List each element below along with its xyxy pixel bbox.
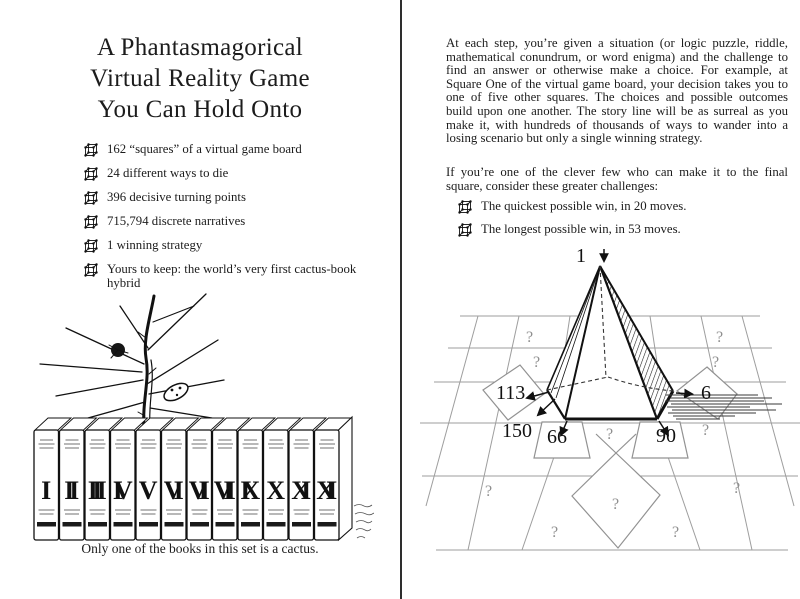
list-item <box>84 238 359 253</box>
title-line-1: A Phantasmagorical <box>96 34 304 61</box>
book-numeral: VII <box>188 476 210 505</box>
book-numeral: III <box>87 476 107 505</box>
books-illustration <box>26 288 374 555</box>
square-label-1: 1 <box>576 246 586 267</box>
right-page <box>402 0 800 599</box>
features-list <box>84 142 359 299</box>
cube-die-icon <box>84 143 98 157</box>
cube-die-icon <box>84 239 98 253</box>
unknown-square-label: ? <box>612 496 620 513</box>
book-numeral: V <box>138 476 158 505</box>
challenge-text: The quickest possible win, in 20 moves. <box>481 199 687 213</box>
unknown-square-label: ? <box>733 480 741 497</box>
unknown-square-label: ? <box>702 422 710 439</box>
list-item <box>84 262 359 290</box>
list-item <box>84 214 359 229</box>
book-numeral: I <box>41 476 52 505</box>
body-paragraph: At each step, you’re given a situation (or logic puzzle, riddle, mathematical conundrum, or word enigma) and the challenge to find an answer or otherwise make a choice. For example, at Square One of the virtual game board, your decision takes you to one of five other squares. The choices and possible outcomes build upon one another. The story line will be as surreal as you make it, with hundreds of thousands of ways to wander into a losing scenario but only a single winning strategy. <box>446 36 788 146</box>
title-line-3: You Can Hold Onto <box>97 96 303 123</box>
feature-text: 162 “squares” of a virtual game board <box>107 142 302 156</box>
challenges-list <box>458 199 781 245</box>
unknown-square-label: ? <box>551 524 559 541</box>
feature-text: Yours to keep: the world’s very first cactus-book hybrid <box>107 262 357 290</box>
illustration-caption: Only one of the books in this set is a cactus. <box>81 541 319 556</box>
title-line-2: Virtual Reality Game <box>90 65 310 92</box>
square-label-113: 113 <box>496 382 526 404</box>
list-item <box>84 166 359 181</box>
body-paragraph: If you’re one of the clever few who can make it to the final square, consider these greater challenges: <box>446 165 788 193</box>
square-label-66: 66 <box>547 426 567 448</box>
unknown-square-label: ? <box>485 483 493 500</box>
book-numeral: VI <box>163 476 184 505</box>
book-numeral: IV <box>112 476 133 505</box>
unknown-square-label: ? <box>716 329 724 346</box>
cube-die-icon <box>458 223 472 237</box>
square-label-6: 6 <box>701 382 711 404</box>
game-board-illustration <box>420 246 800 599</box>
square-label-90: 90 <box>656 425 676 447</box>
cactus <box>40 294 224 430</box>
list-item <box>458 222 781 237</box>
feature-text: 24 different ways to die <box>107 166 229 180</box>
cube-die-icon <box>84 191 98 205</box>
cube-die-icon <box>84 167 98 181</box>
list-item <box>84 190 359 205</box>
cube-die-icon <box>84 263 98 277</box>
feature-text: 396 decisive turning points <box>107 190 246 204</box>
list-item <box>458 199 781 214</box>
book-numeral: IX <box>240 476 261 505</box>
square-label-150: 150 <box>502 420 532 442</box>
unknown-square-label: ? <box>712 354 720 371</box>
cube-die-icon <box>84 215 98 229</box>
feature-text: 715,794 discrete narratives <box>107 214 246 228</box>
unknown-square-label: ? <box>526 329 534 346</box>
page-title <box>0 32 400 125</box>
unknown-square-label: ? <box>533 354 541 371</box>
list-item <box>84 142 359 157</box>
book-numeral: XII <box>316 476 338 505</box>
pyramid-drawing <box>420 246 800 594</box>
book-numeral: VIII <box>213 476 236 505</box>
feature-text: 1 winning strategy <box>107 238 203 252</box>
book-numeral: X <box>266 476 286 505</box>
unknown-square-label: ? <box>672 524 680 541</box>
cube-die-icon <box>458 200 472 214</box>
book-spines <box>34 430 339 540</box>
unknown-square-label: ? <box>606 426 614 443</box>
book-numeral: II <box>64 476 80 505</box>
book-numeral: XI <box>291 476 312 505</box>
cactus-books-drawing <box>26 288 374 550</box>
challenge-text: The longest possible win, in 53 moves. <box>481 222 681 236</box>
